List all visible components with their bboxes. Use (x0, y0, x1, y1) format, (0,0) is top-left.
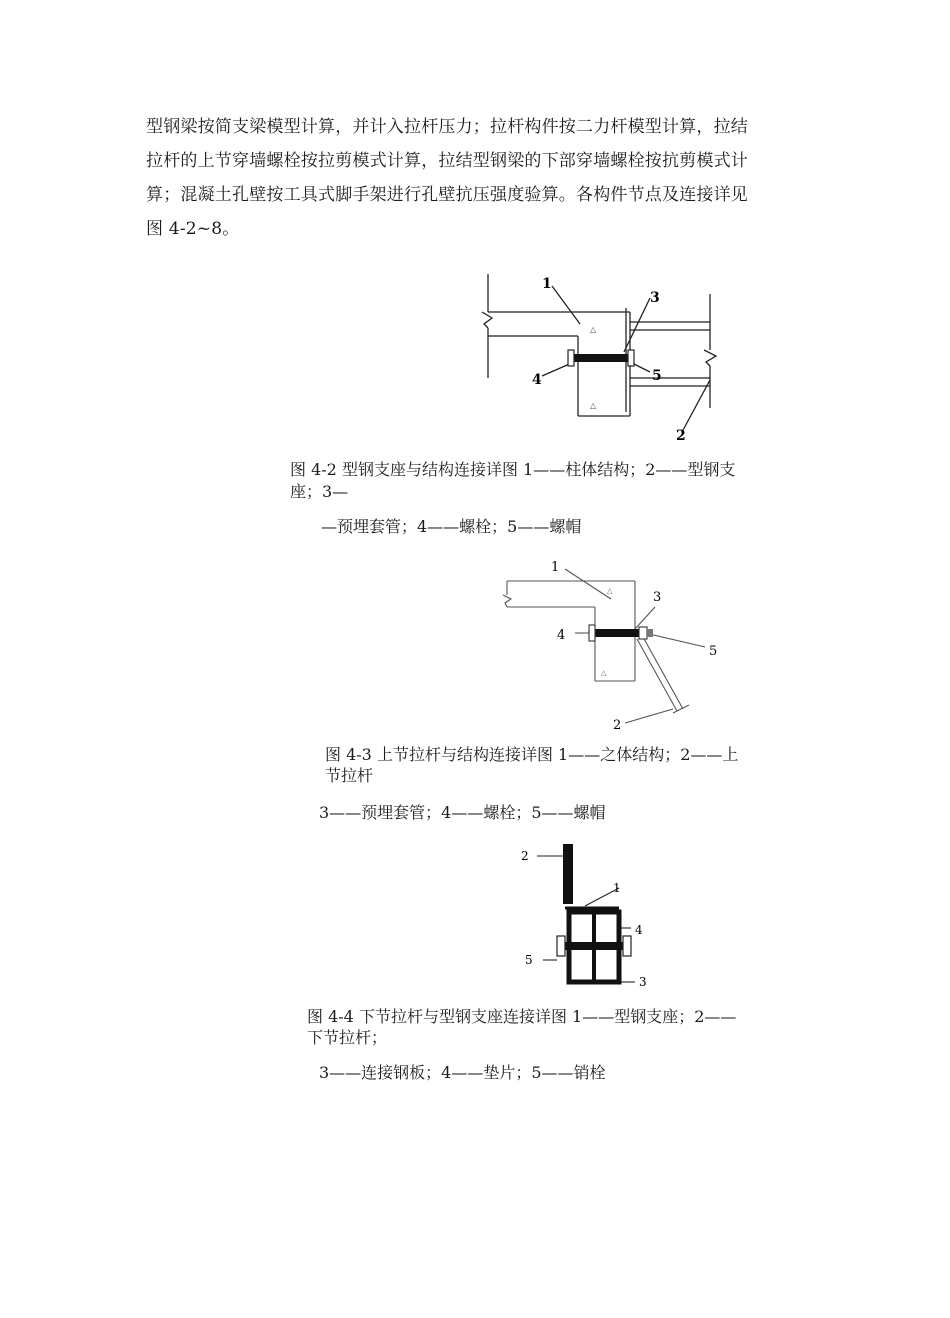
svg-text:△: △ (590, 401, 597, 410)
body-line: 图 4-2~8。 (146, 219, 240, 239)
figure-4-3-callout: 1 (551, 560, 560, 575)
figure-4-4-caption-line: 下节拉杆； (307, 1028, 388, 1047)
body-line: 型钢梁按简支梁模型计算，并计入拉杆压力；拉杆构件按二力杆模型计算，拉结 (146, 117, 748, 137)
svg-text:△: △ (601, 669, 607, 677)
figure-4-4-callout: 1 (613, 881, 621, 895)
figure-4-2-caption-line: 图 4-2 型钢支座与结构连接详图 1——柱体结构；2——型钢支 (290, 460, 736, 479)
figure-4-2-caption-line: 座；3— (290, 482, 349, 501)
figure-4-2-drawing (470, 268, 730, 448)
figure-4-4-callout: 3 (639, 975, 647, 989)
figure-4-4-callout: 4 (635, 923, 643, 937)
figure-4-2-caption-line: —预埋套管；4——螺栓；5——螺帽 (321, 517, 582, 536)
body-line: 算；混凝土孔壁按工具式脚手架进行孔壁抗压强度验算。各构件节点及连接详见 (146, 185, 748, 205)
figure-4-4-caption-line: 图 4-4 下节拉杆与型钢支座连接详图 1——型钢支座；2—— (307, 1007, 737, 1026)
figure-4-4-caption-line: 3——连接钢板；4——垫片；5——销栓 (319, 1063, 606, 1082)
figure-4-3-caption-line: 图 4-3 上节拉杆与结构连接详图 1——之体结构；2——上 (325, 745, 739, 764)
svg-text:△: △ (590, 325, 597, 334)
figure-4-4-drawing (515, 838, 675, 996)
figure-4-2-callout: 5 (652, 368, 662, 384)
figure-4-2-callout: 1 (542, 276, 552, 292)
figure-4-4-callout: 2 (521, 849, 529, 863)
figure-4-3-callout: 2 (613, 718, 622, 733)
figure-4-3-caption-line: 3——预埋套管；4——螺栓；5——螺帽 (319, 803, 606, 822)
figure-4-2-callout: 2 (676, 428, 686, 444)
figure-4-3-caption-line: 节拉杆 (325, 766, 374, 785)
figure-4-2-callout: 4 (532, 372, 542, 388)
body-paragraph (146, 110, 806, 246)
figure-4-3-drawing (495, 555, 735, 735)
figure-4-3-callout: 5 (709, 644, 718, 659)
figure-4-3-callout: 4 (557, 628, 566, 643)
body-line: 拉杆的上节穿墙螺栓按拉剪模式计算，拉结型钢梁的下部穿墙螺栓按抗剪模式计 (146, 151, 748, 171)
svg-text:△: △ (607, 587, 613, 595)
figure-4-3-callout: 3 (653, 590, 662, 605)
figure-4-4-callout: 5 (525, 953, 533, 967)
figure-4-2-callout: 3 (650, 290, 660, 306)
